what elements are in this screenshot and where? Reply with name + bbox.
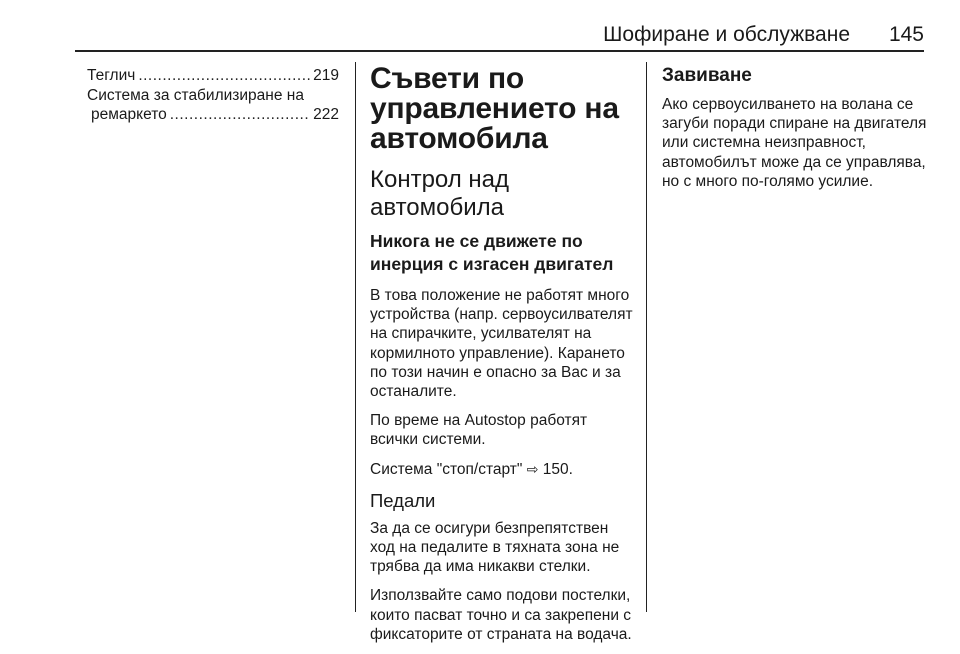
main-column xyxy=(370,64,636,654)
running-header-title: Шофиране и обслужване xyxy=(603,23,850,46)
header-rule xyxy=(75,50,924,52)
toc-entry-trailer-stability[interactable] xyxy=(87,86,339,106)
toc-entry-label: ремаркето xyxy=(91,106,167,123)
subsection-title-coasting: Никога не се движете по инерция с изгасен двигател xyxy=(370,231,614,274)
paragraph-autostop: По време на Autostop работят всички системи. xyxy=(370,412,588,449)
toc-entry-trailer-stability-cont[interactable] xyxy=(87,105,339,125)
toc-entry-page: 219 xyxy=(313,67,339,84)
cross-reference-text: Система "стоп/старт" xyxy=(370,460,523,478)
chapter-heading: Съвети по управлението на автомобила xyxy=(370,62,619,155)
column-divider-1 xyxy=(355,62,356,612)
paragraph-steering: Ако сервоусилването на волана се загуби поради спиране на двигателя или системна неизправност, автомобилът може да се управлява, но с много по-голямо усилие. xyxy=(662,96,927,190)
toc-leader-dots xyxy=(138,66,310,86)
subsection-title-pedals: Педали xyxy=(370,489,436,511)
page-reference-icon: ⇨ xyxy=(526,460,539,477)
paragraph-pedals-2: Използвайте само подови постелки, които пасват точно и са закрепени с фиксаторите от страната на водача. xyxy=(370,587,632,643)
subsection-title-steering: Завиване xyxy=(662,65,752,86)
page-number: 145 xyxy=(888,23,924,46)
toc-entry-page: 222 xyxy=(313,106,339,123)
paragraph-pedals-1: За да се осигури безпрепятствен ход на педалите в тяхната зона не трябва да има никакви стелки. xyxy=(370,519,620,576)
cross-reference[interactable] xyxy=(370,460,636,479)
toc-entry-tow-bar[interactable] xyxy=(87,66,339,86)
column-divider-2 xyxy=(646,62,647,612)
section-heading: Контрол над автомобила xyxy=(370,166,510,221)
paragraph-coasting-warning: В това положение не работят много устройства (напр. сервоусилвателят на спирачките, усилвателят на кормилното управление). Карането по този начин е опасно за Вас и за останалите. xyxy=(370,287,633,401)
cross-reference-page: 150. xyxy=(542,460,573,478)
toc-leader-dots xyxy=(170,105,310,125)
toc-entry-label: Система за стабилизиране на xyxy=(87,86,304,104)
toc-entry-label: Теглич xyxy=(87,67,136,84)
table-of-contents xyxy=(87,66,339,125)
right-column xyxy=(662,64,932,201)
